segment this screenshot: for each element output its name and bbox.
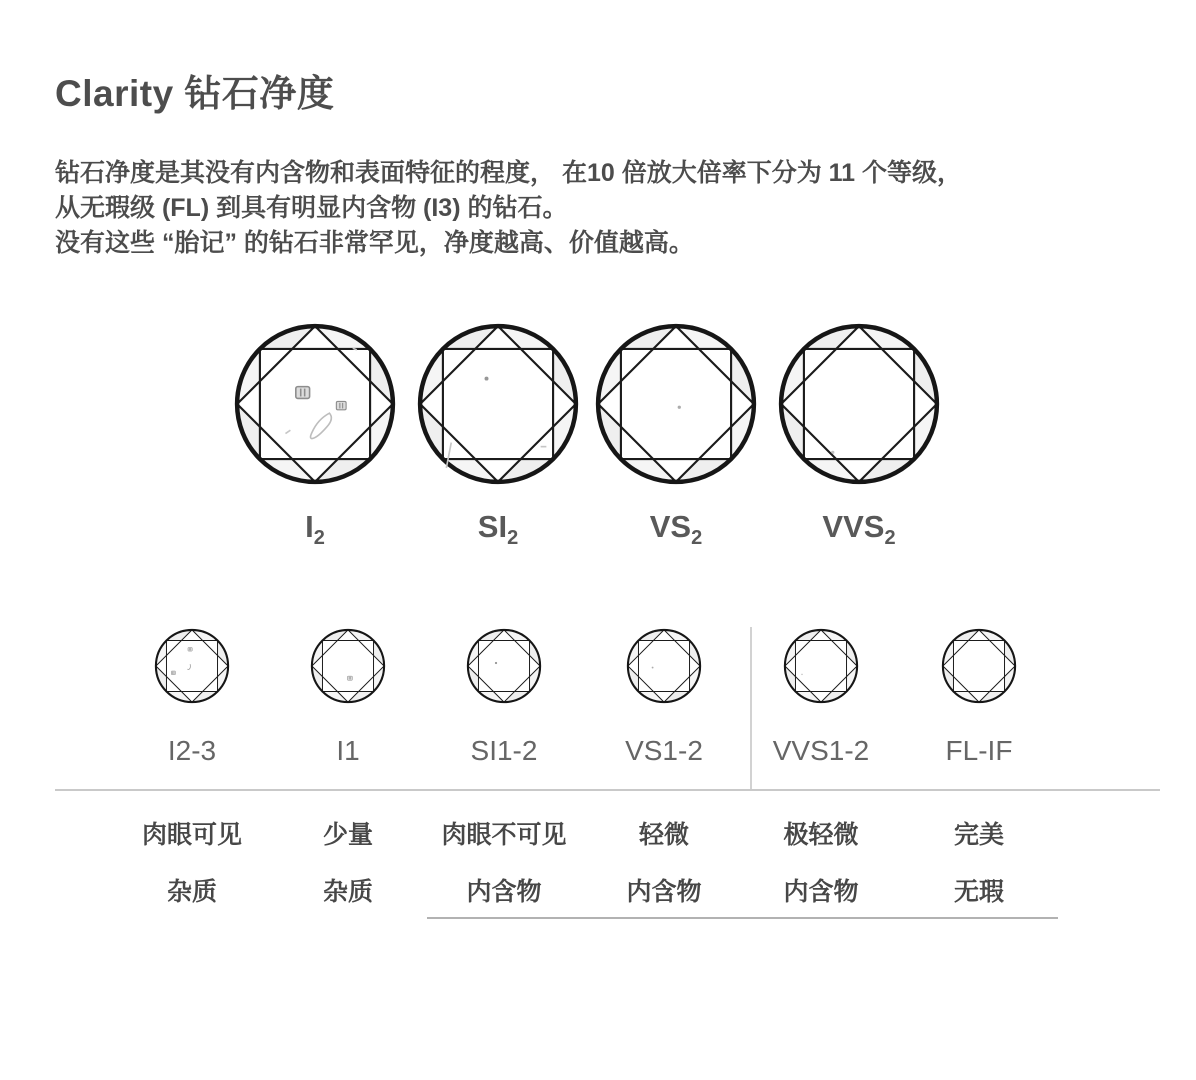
small-diamond-illustration-vvs1-2 [783,628,859,704]
small-grade-label-vs1-2: VS1-2 [625,735,703,766]
large-grade-cell-i2 [224,322,406,550]
small-grade-cell-vs1-2 [582,628,746,767]
small-grade-label-i2-3: I2-3 [167,735,217,766]
diamond-illustration-si2 [416,322,580,486]
diamond-illustration-vs2 [594,322,758,486]
small-grade-label-i1: I1 [336,735,360,766]
grade-description-fl-if-line1: 完美 [953,821,1004,849]
grade-description-vvs1-2-line1: 极轻微 [783,821,859,849]
grade-description-vvs1-2-line2: 内含物 [783,878,859,906]
page-title: Clarity 钻石净度 [55,73,335,114]
small-grade-row [0,628,1196,768]
large-grade-label-i2: $I_2$ [305,509,325,550]
grade-description-i2-3-line1: 肉眼可见 [141,821,242,849]
grade-description-i2-3-line2: 杂质 [166,878,217,906]
vertical-divider [750,627,752,790]
small-grade-label-si1-2: SI1-2 [470,735,538,766]
small-diamond-illustration-i1 [310,628,386,704]
small-grade-label-vvs1-2: VVS1-2 [772,735,870,766]
small-grade-cell-vvs1-2 [739,628,903,767]
large-grade-row [0,322,1196,552]
grade-description-vs1-2-line1: 轻微 [638,821,689,849]
grade-description-fl-if [884,815,1074,908]
large-grade-cell-si2 [407,322,589,550]
grade-description-i1-line2: 杂质 [322,878,373,906]
diamond-illustration-i2 [233,322,397,486]
horizontal-divider [55,789,1160,791]
large-grade-label-si2: $SI_2$ [477,509,519,550]
large-grade-cell-vs2 [585,322,767,550]
grade-description-i1-line1: 少量 [322,821,373,849]
small-diamond-illustration-fl-if [941,628,1017,704]
small-grade-label-fl-if: FL-IF [945,735,1013,766]
small-grade-cell-i2-3 [110,628,274,767]
intro-line-3: 没有这些 “胎记” 的钻石非常罕见，净度越高、价值越高。 [55,229,694,257]
large-grade-label-vs2: $VS_2$ [649,509,703,550]
small-diamond-illustration-si1-2 [466,628,542,704]
grade-description-fl-if-line2: 无瑕 [953,878,1004,906]
intro-line-2: 从无瑕级 (FL) 到具有明显内含物 (I3) 的钻石。 [55,194,568,222]
grade-description-vs1-2-line2: 内含物 [626,878,702,906]
small-grade-cell-si1-2 [422,628,586,767]
grade-description-si1-2-line2: 内含物 [466,878,542,906]
small-grade-cell-fl-if [897,628,1061,767]
grade-description-si1-2-line1: 肉眼不可见 [441,821,567,849]
small-diamond-illustration-i2-3 [154,628,230,704]
small-grade-cell-i1 [266,628,430,767]
small-diamond-illustration-vs1-2 [626,628,702,704]
intro-paragraph [55,156,962,261]
large-grade-cell-vvs2 [768,322,950,550]
bottom-underline [427,917,1058,919]
diamond-illustration-vvs2 [777,322,941,486]
large-grade-label-vvs2: $VVS_2$ [822,509,896,550]
intro-line-1: 钻石净度是其没有内含物和表面特征的程度， 在10 倍放大倍率下分为 11 个等级， [55,159,963,187]
